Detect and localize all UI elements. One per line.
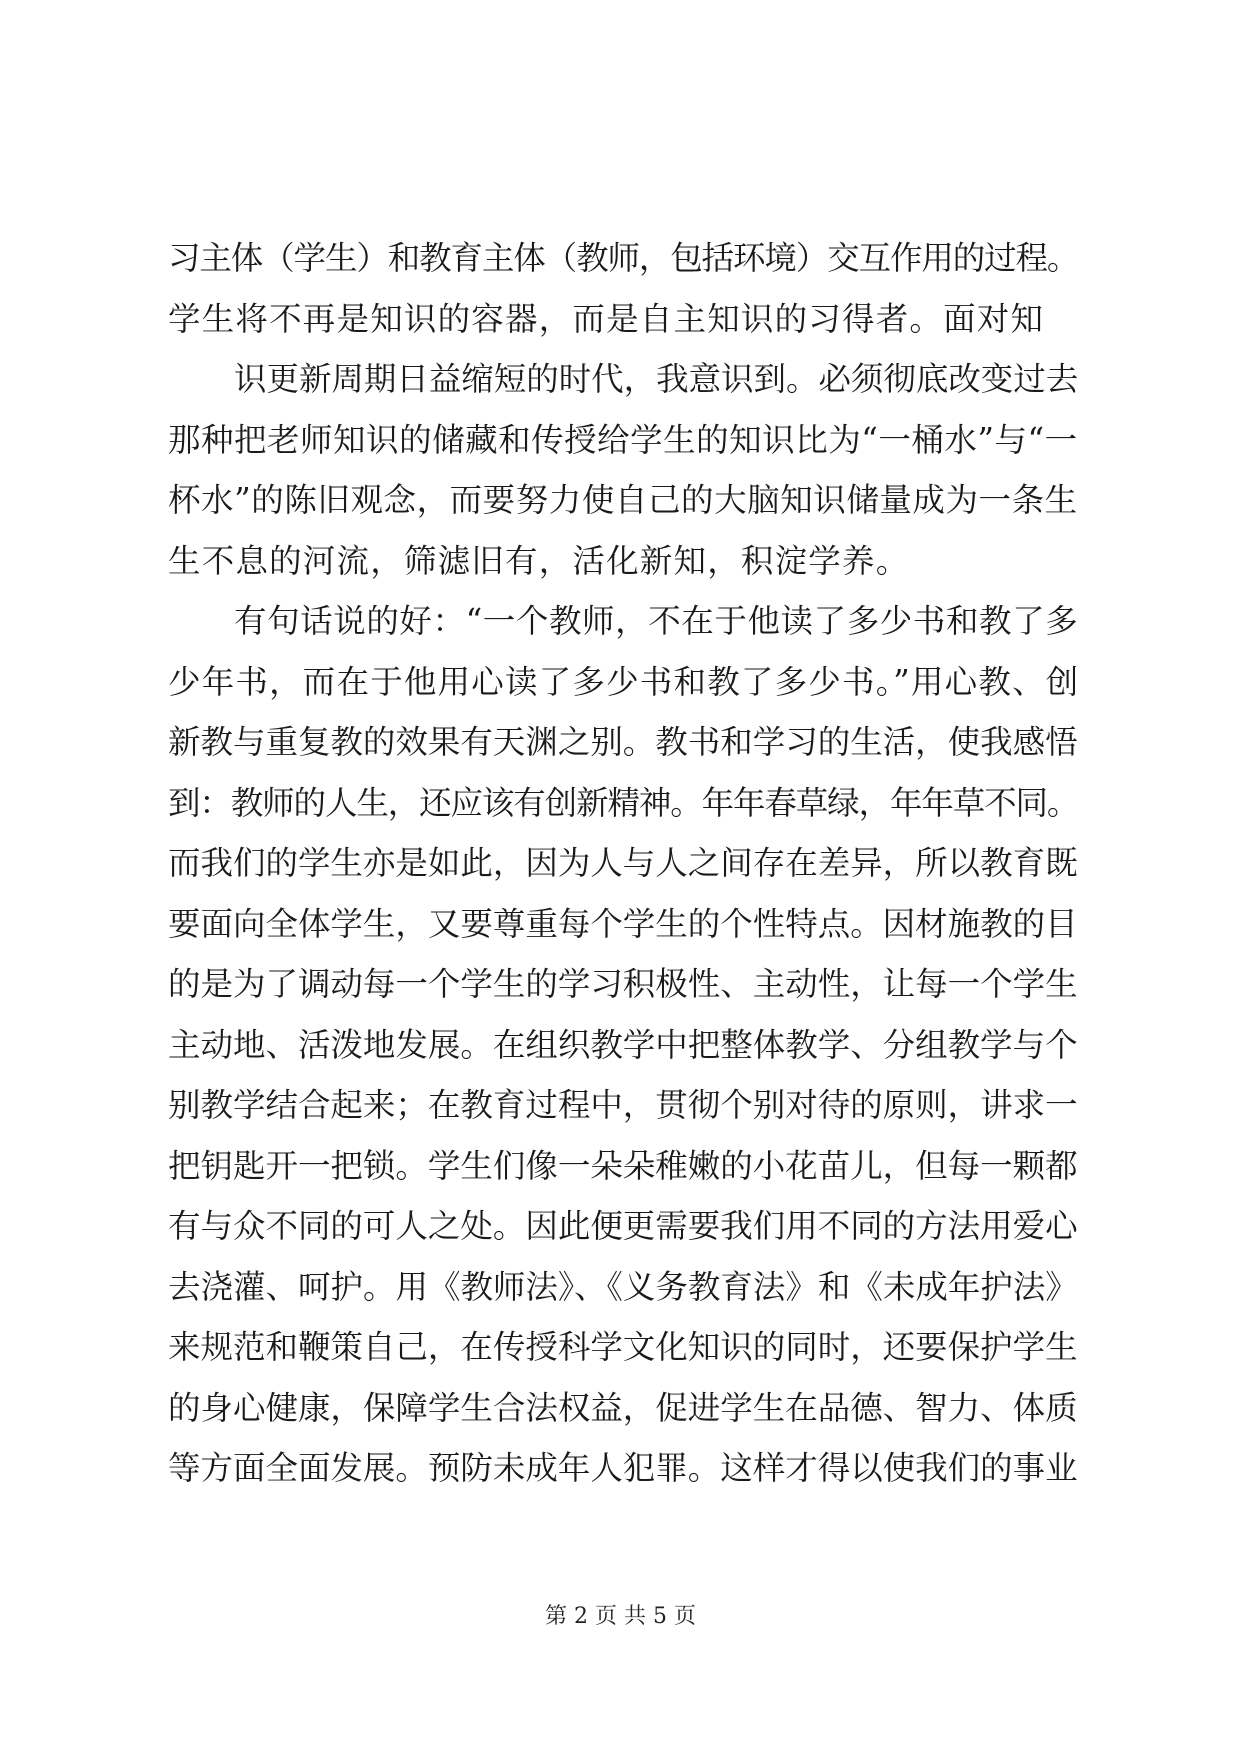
text-line: 把钥匙开一把锁。学生们像一朵朵稚嫩的小花苗儿，但每一颗都 <box>168 1146 1078 1185</box>
body-text <box>168 228 1078 1499</box>
text-line: 要面向全体学生，又要尊重每个学生的个性特点。因材施教的目 <box>168 904 1078 943</box>
text-line: 杯水”的陈旧观念，而要努力使自己的大脑知识储量成为一条生 <box>168 481 1078 519</box>
page-number-footer: 第 2 页 共 5 页 <box>545 1604 696 1629</box>
text-line: 去浇灌、呵护。用《教师法》、《义务教育法》和《未成年护法》 <box>168 1267 1078 1306</box>
text-line: 的是为了调动每一个学生的学习积极性、主动性，让每一个学生 <box>168 965 1078 1003</box>
text-line: 等方面全面发展。预防未成年人犯罪。这样才得以使我们的事业 <box>168 1449 1078 1487</box>
text-line: 生不息的河流，筛滤旧有，活化新知，积淀学养。 <box>168 541 910 580</box>
text-line: 到：教师的人生，还应该有创新精神。年年春草绿，年年草不同。 <box>168 783 1079 822</box>
text-line: 习主体（学生）和教育主体（教师，包括环境）交互作用的过程。 <box>168 239 1079 277</box>
text-line: 有与众不同的可人之处。因此便更需要我们用不同的方法用爱心 <box>168 1207 1078 1245</box>
text-line: 的身心健康，保障学生合法权益，促进学生在品德、智力、体质 <box>168 1388 1078 1427</box>
text-line: 来规范和鞭策自己，在传授科学文化知识的同时，还要保护学生 <box>168 1328 1078 1366</box>
text-line: 那种把老师知识的储藏和传授给学生的知识比为“一桶水”与“一 <box>168 420 1078 459</box>
text-line: 少年书，而在于他用心读了多少书和教了多少书。”用心教、创 <box>168 662 1080 701</box>
text-line: 学生将不再是知识的容器，而是自主知识的习得者。面对知 <box>168 299 1045 338</box>
text-line: 新教与重复教的效果有天渊之别。教书和学习的生活，使我感悟 <box>168 723 1078 761</box>
text-line: 识更新周期日益缩短的时代，我意识到。必须彻底改变过去 <box>234 360 1079 398</box>
text-line: 有句话说的好：“一个教师，不在于他读了多少书和教了多 <box>234 602 1079 640</box>
text-line: 别教学结合起来；在教育过程中，贯彻个别对待的原则，讲求一 <box>168 1086 1078 1124</box>
text-line: 而我们的学生亦是如此，因为人与人之间存在差异，所以教育既 <box>168 844 1078 882</box>
text-line: 主动地、活泼地发展。在组织教学中把整体教学、分组教学与个 <box>168 1025 1078 1064</box>
